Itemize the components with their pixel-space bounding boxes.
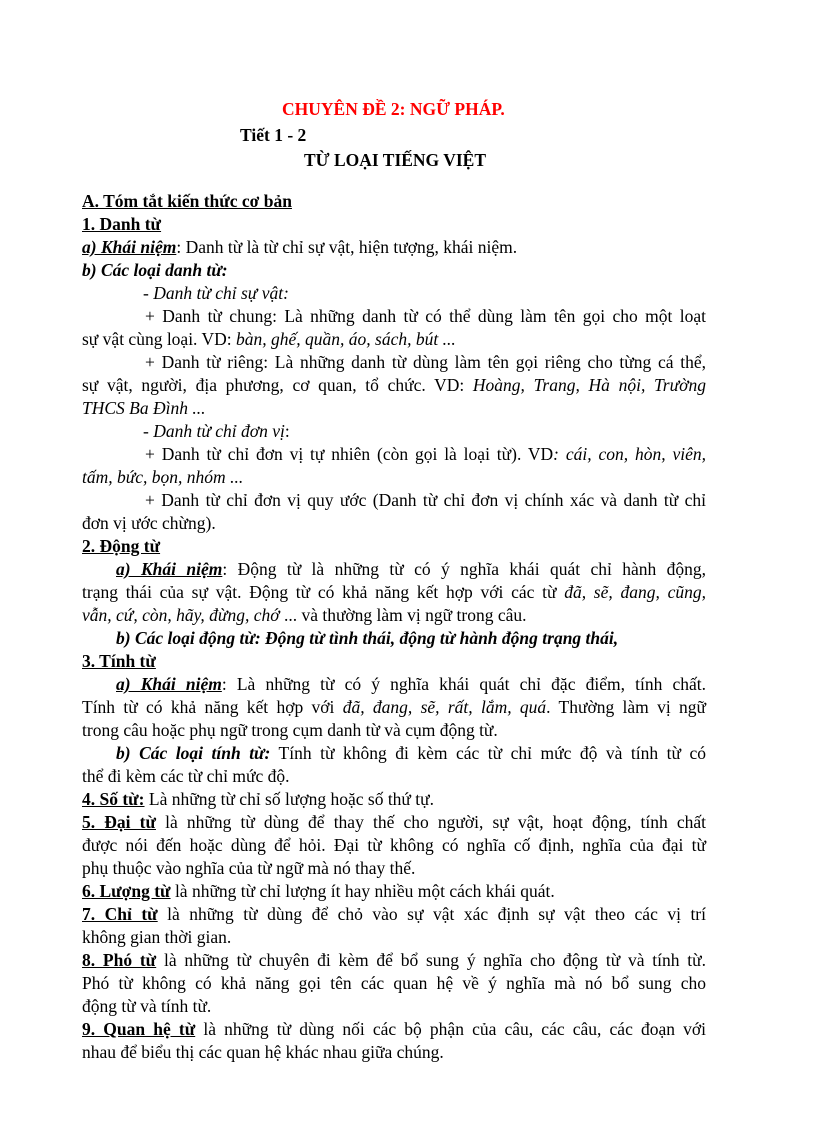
noun-natural-line-1: [145, 443, 706, 466]
adverb-line-2: Phó từ không có khả năng gọi tên các quan hệ về ý nghĩa mà nó bổ sung cho: [82, 973, 706, 993]
verb-concept-text: : Động từ là những từ có ý nghĩa khái quát chỉ hành động,: [222, 559, 706, 579]
adjective-concept-line-2: [82, 696, 706, 719]
adjective-concept-label: a) Khái niệm: [116, 674, 222, 694]
noun-proper-line-3: THCS Ba Đình ...: [82, 398, 206, 418]
demonstrative-line-1-text: là những từ dùng để chỏ vào sự vật xác định sự vật theo các vị trí: [157, 904, 706, 924]
verb-concept-line-1: [116, 558, 706, 581]
section-a-heading: A. Tóm tắt kiến thức cơ bản: [82, 191, 292, 211]
adjective-line-2-tail: . Thường làm vị ngữ: [546, 697, 707, 717]
noun-proper-text: sự vật, người, địa phương, cơ quan, tổ chức. VD:: [82, 375, 473, 395]
adjective-types-line-2: thể đi kèm các từ chỉ mức độ.: [82, 766, 290, 786]
noun-proper-line-1: + Danh từ riêng: Là những danh từ dùng làm tên gọi riêng cho từng cá thể,: [145, 352, 706, 372]
adjective-line-2-examples: đã, đang, sẽ, rất, lắm, quá: [342, 697, 547, 717]
adjective-heading: 3. Tính từ: [82, 651, 156, 671]
noun-natural-text: + Danh từ chỉ đơn vị tự nhiên (còn gọi là loại từ). VD: [145, 444, 554, 464]
topic-title: TỪ LOẠI TIẾNG VIỆT: [304, 150, 487, 170]
adjective-concept-line-3: trong câu hoặc phụ ngữ trong cụm danh từ và cụm động từ.: [82, 720, 498, 740]
numeral-heading: 4. Số từ:: [82, 789, 145, 809]
relational-heading: 9. Quan hệ từ: [82, 1019, 196, 1039]
relational-line-2: nhau để biểu thị các quan hệ khác nhau giữa chúng.: [82, 1042, 444, 1062]
quantifier-text: là những từ chỉ lượng ít hay nhiều một cách khái quát.: [170, 881, 555, 901]
document-title: CHUYÊN ĐỀ 2: NGỮ PHÁP.: [282, 99, 505, 119]
pronoun-line-1: [82, 811, 706, 834]
noun-conventional-line-2: đơn vị ước chừng).: [82, 513, 216, 533]
noun-common-line-1: + Danh từ chung: Là những danh từ có thể dùng làm tên gọi cho một loạt: [145, 306, 706, 326]
numeral-text: Là những từ chỉ số lượng hoặc số thứ tự.: [144, 789, 435, 809]
noun-concept: [82, 236, 706, 259]
adjective-concept-text: : Là những từ có ý nghĩa khái quát chỉ đặc điểm, tính chất.: [221, 674, 706, 694]
adjective-types-label: b) Các loại tính từ:: [116, 743, 271, 763]
adjective-concept-line-1: [116, 673, 706, 696]
adjective-types-text: Tính từ không đi kèm các từ chỉ mức độ và tính từ có: [270, 743, 706, 763]
verb-line-3-text: ... và thường làm vị ngữ trong câu.: [279, 605, 527, 625]
verb-types: b) Các loại động từ: Động từ tình thái, động từ hành động trạng thái,: [116, 628, 619, 648]
noun-thing-label: - Danh từ chỉ sự vật:: [143, 283, 289, 303]
quantifier-heading: 6. Lượng từ: [82, 881, 171, 901]
noun-proper-examples: Hoàng, Trang, Hà nội, Trường: [472, 375, 706, 395]
demonstrative-line-1: [82, 903, 706, 926]
noun-common-examples: bàn, ghế, quần, áo, sách, bút ...: [236, 329, 456, 349]
noun-natural-line-2: tấm, bức, bọn, nhóm ...: [82, 467, 244, 487]
noun-heading: 1. Danh từ: [82, 214, 162, 234]
demonstrative-line-2: không gian thời gian.: [82, 927, 232, 947]
relational-line-1: [82, 1018, 706, 1041]
numeral-line: [82, 788, 706, 811]
demonstrative-heading: 7. Chỉ từ: [82, 904, 158, 924]
verb-line-2-text: trạng thái của sự vật. Động từ có khả năng kết hợp với các từ: [82, 582, 565, 602]
noun-concept-label: a) Khái niệm: [82, 237, 177, 257]
relational-line-1-text: là những từ dùng nối các bộ phận của câu, các câu, các đoạn với: [195, 1019, 706, 1039]
pronoun-heading: 5. Đại từ: [82, 812, 156, 832]
adverb-heading: 8. Phó từ: [82, 950, 157, 970]
verb-line-2-examples: đã, sẽ, đang, cũng,: [564, 582, 706, 602]
adjective-line-2-text: Tính từ có khả năng kết hợp với: [82, 697, 343, 717]
noun-conventional-line-1: + Danh từ chỉ đơn vị quy ước (Danh từ chỉ đơn vị chính xác và danh từ chỉ: [145, 490, 706, 510]
noun-common-text: sự vật cùng loại. VD:: [82, 329, 237, 349]
noun-unit-label: [143, 420, 706, 443]
noun-unit-colon: :: [284, 421, 290, 441]
verb-line-3-examples: vẫn, cứ, còn, hãy, đừng, chớ: [82, 605, 280, 625]
verb-concept-line-2: [82, 581, 706, 604]
noun-proper-line-2: [82, 374, 706, 397]
pronoun-line-3: phụ thuộc vào nghĩa của từ ngữ mà nó thay thế.: [82, 858, 416, 878]
adverb-line-1: [82, 949, 706, 972]
noun-concept-text: : Danh từ là từ chỉ sự vật, hiện tượng, khái niệm.: [176, 237, 518, 257]
pronoun-line-1-text: là những từ dùng để thay thế cho người, sự vật, hoạt động, tính chất: [155, 812, 706, 832]
adverb-line-1-text: là những từ chuyên đi kèm để bổ sung ý nghĩa cho động từ và tính từ.: [156, 950, 706, 970]
verb-concept-label: a) Khái niệm: [116, 559, 223, 579]
verb-heading: 2. Động từ: [82, 536, 161, 556]
verb-concept-line-3: [82, 604, 706, 627]
noun-unit-label-text: - Danh từ chỉ đơn vị: [143, 421, 285, 441]
quantifier-line: [82, 880, 706, 903]
adjective-types-line-1: [116, 742, 706, 765]
noun-common-line-2: [82, 328, 706, 351]
noun-types-label: b) Các loại danh từ:: [82, 260, 228, 280]
pronoun-line-2: được nói đến hoặc dùng để hỏi. Đại từ không có nghĩa cố định, nghĩa của đại từ: [82, 835, 706, 855]
lesson-label: Tiết 1 - 2: [240, 125, 307, 145]
adverb-line-3: động từ và tính từ.: [82, 996, 212, 1016]
noun-natural-examples: : cái, con, hòn, viên,: [553, 444, 706, 464]
